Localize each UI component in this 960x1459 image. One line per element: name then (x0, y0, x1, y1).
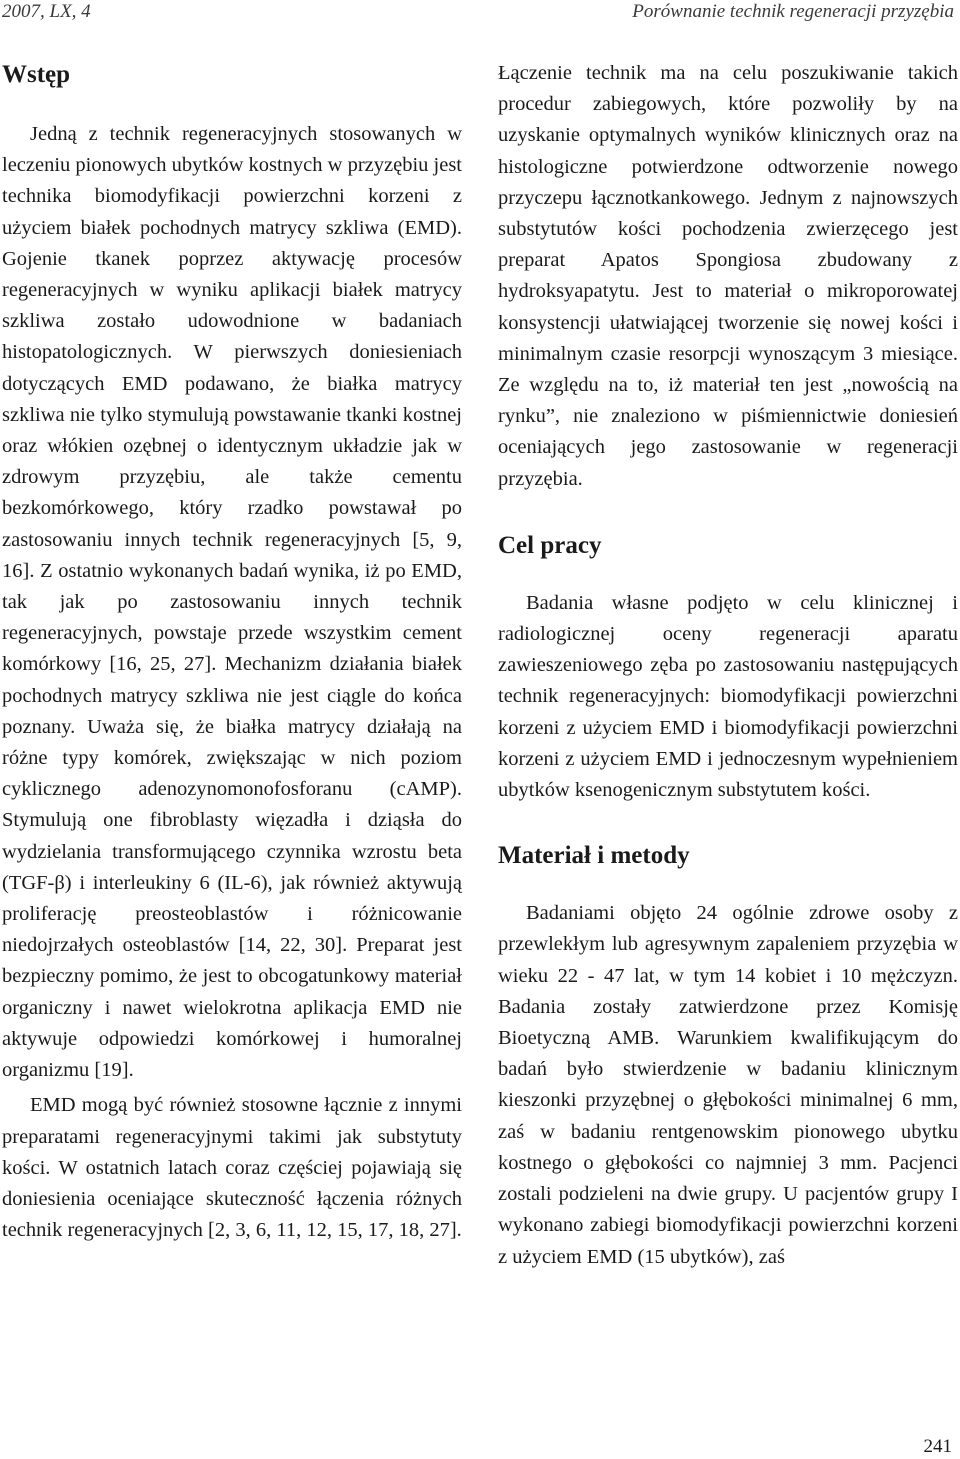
running-head-title: Porównanie technik regeneracji przyzębia (632, 1, 954, 22)
introduction-paragraph-2: EMD mogą być również stosowne łącznie z innymi preparatami regeneracyjnymi takimi jak substytuty kości. W ostatnich latach coraz częściej pojawiają się doniesienia oceniające skuteczność łączenia różnych technik regeneracyjnych [2, 3, 6, 11, 12, 15, 17, 18, 27]. (2, 1094, 462, 1242)
running-head (0, 0, 960, 28)
page-number: 241 (923, 1436, 952, 1457)
section-heading-aim: Cel pracy (498, 531, 602, 559)
right-column (498, 58, 958, 1273)
section-heading-methods: Materiał i metody (498, 842, 690, 870)
introduction-paragraph-1: Jedną z technik regeneracyjnych stosowanych w leczeniu pionowych ubytków kostnych w przyzębiu jest technika biomodyfikacji powierzchni korzeni z użyciem białek pochodnych matrycy szkliwa (EMD). Gojenie tkanek poprzez aktywację procesów regeneracyjnych w wyniku aplikacji białek matrycy szkliwa zostało udowodnione w badaniach histopatologicznych. W pierwszych doniesieniach dotyczących EMD podawano, że białka matrycy szkliwa nie tylko stymulują powstawanie tkanki kostnej oraz włókien ozębnej o identycznym układzie jak w zdrowym przyzębiu, ale także cementu bezkomórkowego, który rzadko powstawał po zastosowaniu innych technik regeneracyjnych [5, 9, 16]. Z ostatnio wykonanych badań wynika, iż po EMD, tak jak po zastosowaniu innych technik regeneracyjnych, powstaje przede wszystkim cement komórkowy [16, 25, 27]. Mechanizm działania białek pochodnych matrycy szkliwa nie jest ciągle do końca poznany. Uważa się, że białka matrycy działają na różne typy komórek, zwiększając w nich poziom cyklicznego adenozynomonofosforanu (cAMP). Stymulują one fibroblasty więzadła i dziąsła do wydzielania transformującego czynnika wzrostu beta (TGF-β) i interleukiny 6 (IL-6), jak również aktywują proliferację preosteoblastów i różnicowanie niedojrzałych osteoblastów [14, 22, 30]. Preparat jest bezpieczny pomimo, że jest to obcogatunkowy materiał organiczny i nawet wielokrotna aplikacja EMD nie aktywuje odpowiedzi komórkowej i humoralnej organizmu [19]. (2, 123, 462, 1082)
running-head-issue: 2007, LX, 4 (2, 1, 91, 22)
introduction-continuation-paragraph: Łączenie technik ma na celu poszukiwanie takich procedur zabiegowych, które pozwoliły by na uzyskanie optymalnych wyników klinicznych oraz na histologiczne potwierdzone odtworzenie nowego przyczepu łącznotkankowego. Jednym z najnowszych substytutów kości pochodzenia zwierzęcego jest preparat Apatos Spongiosa zbudowany z hydroksyapatytu. Jest to materiał o mikroporowatej konsystencji ułatwiającej tworzenie się nowej kości i minimalnym czasie resorpcji wynoszącym 3 miesiące. Ze względu na to, iż materiał ten jest „nowością na rynku”, nie znaleziono w piśmiennictwie doniesień oceniających jego zastosowanie w regeneracji przyzębia. (498, 62, 958, 490)
methods-paragraph: Badaniami objęto 24 ogólnie zdrowe osoby z przewlekłym lub agresywnym zapaleniem przyzębia w wieku 22 - 47 lat, w tym 14 kobiet i 10 mężczyzn. Badania zostały zatwierdzone przez Komisję Bioetyczną AMB. Warunkiem kwalifikującym do badań było stwierdzenie w badaniu klinicznym kieszonki przyzębnej o głębokości minimalnej 6 mm, zaś w badaniu rentgenowskim pionowego ubytku kostnego o głębokości co najmniej 3 mm. Pacjenci zostali podzieleni na dwie grupy. U pacjentów grupy I wykonano zabiegi biomodyfikacji powierzchni korzeni z użyciem EMD (15 ubytków), zaś (498, 902, 958, 1268)
section-heading-introduction: Wstęp (2, 61, 71, 88)
aim-paragraph: Badania własne podjęto w celu klinicznej i radiologicznej oceny regeneracji aparatu zawieszeniowego zęba po zastosowaniu następujących technik regeneracyjnych: biomodyfikacji powierzchni korzeni z użyciem EMD i biomodyfikacji powierzchni korzeni z użyciem EMD i jednoczesnym wypełnieniem ubytków ksenogenicznym substytutem kości. (498, 591, 958, 802)
left-column (2, 58, 462, 1246)
